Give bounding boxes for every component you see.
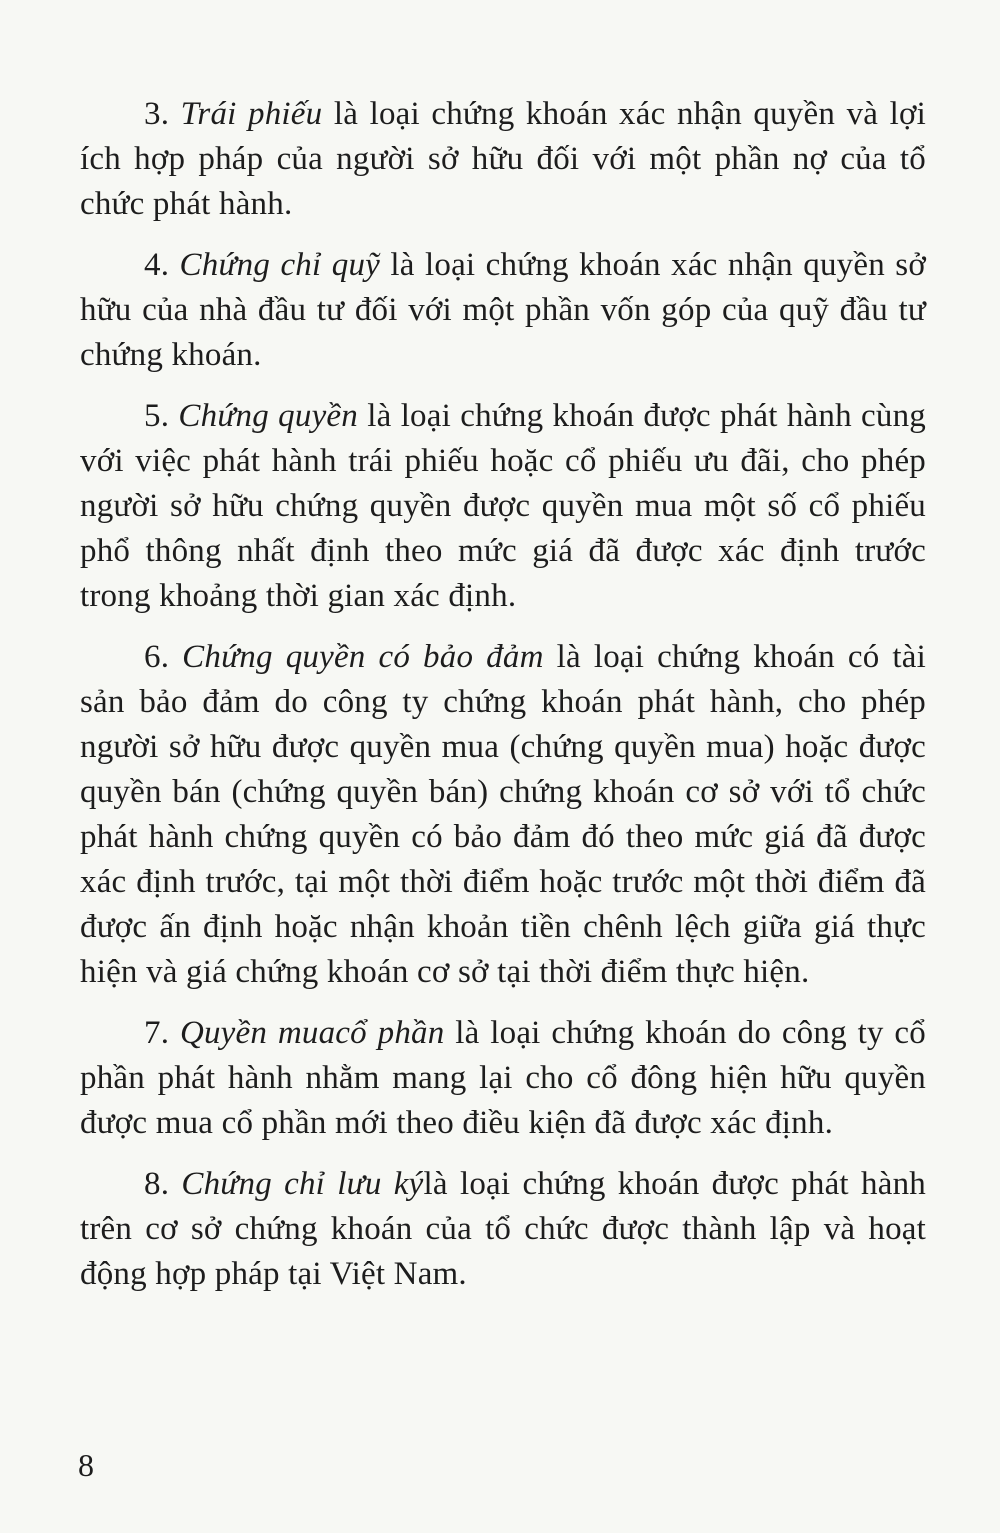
- defined-term: Chứng chỉ lưu ký: [181, 1166, 424, 1202]
- definition-text: là loại chứng khoán xác nhận quyền sở hữu của nhà đầu tư đối với một phần vốn góp của quỹ đầu tư chứng khoán.: [80, 247, 926, 373]
- paragraph-number: 8.: [144, 1166, 182, 1202]
- paragraph-number: 5.: [144, 398, 179, 434]
- page-number: 8: [78, 1447, 94, 1483]
- defined-term: Quyền muacổ phần: [179, 1015, 445, 1051]
- paragraph-3: [80, 92, 926, 227]
- defined-term: Trái phiếu: [180, 96, 323, 132]
- definition-text: là loại chứng khoán được phát hành trên cơ sở chứng khoán của tổ chức được thành lập và hoạt động hợp pháp tại Việt Nam.: [80, 1166, 926, 1292]
- definition-text: là loại chứng khoán được phát hành cùng với việc phát hành trái phiếu hoặc cổ phiếu ưu đãi, cho phép người sở hữu chứng quyền được quyền mua một số cổ phiếu phổ thông nhất định theo mức giá đã được xác định trước trong khoảng thời gian xác định.: [80, 398, 926, 614]
- paragraph-number: 7.: [144, 1015, 180, 1051]
- paragraph-number: 3.: [144, 96, 181, 132]
- definition-text: là loại chứng khoán xác nhận quyền và lợi ích hợp pháp của người sở hữu đối với một phần nợ của tổ chức phát hành.: [80, 96, 927, 222]
- defined-term: Chứng quyền có bảo đảm: [182, 639, 544, 675]
- body-text: [80, 92, 926, 1313]
- paragraph-5: [80, 394, 926, 619]
- definition-text: là loại chứng khoán do công ty cổ phần phát hành nhằm mang lại cho cổ đông hiện hữu quyền được mua cổ phần mới theo điều kiện đã được xác định.: [80, 1015, 926, 1141]
- paragraph-number: 4.: [144, 247, 180, 283]
- defined-term: Chứng chỉ quỹ: [179, 247, 380, 283]
- paragraph-6: [80, 635, 926, 995]
- defined-term: Chứng quyền: [178, 398, 358, 434]
- paragraph-7: [80, 1011, 926, 1146]
- paragraph-4: [80, 243, 926, 378]
- definition-text: là loại chứng khoán có tài sản bảo đảm do công ty chứng khoán phát hành, cho phép người sở hữu được quyền mua (chứng quyền mua) hoặc được quyền bán (chứng quyền bán) chứng khoán cơ sở với tổ chức phát hành chứng quyền có bảo đảm đó theo mức giá đã được xác định trước, tại một thời điểm hoặc trước một thời điểm đã được ấn định hoặc nhận khoản tiền chênh lệch giữa giá thực hiện và giá chứng khoán cơ sở tại thời điểm thực hiện.: [80, 639, 926, 990]
- paragraph-8: [80, 1162, 926, 1297]
- paragraph-number: 6.: [144, 639, 183, 675]
